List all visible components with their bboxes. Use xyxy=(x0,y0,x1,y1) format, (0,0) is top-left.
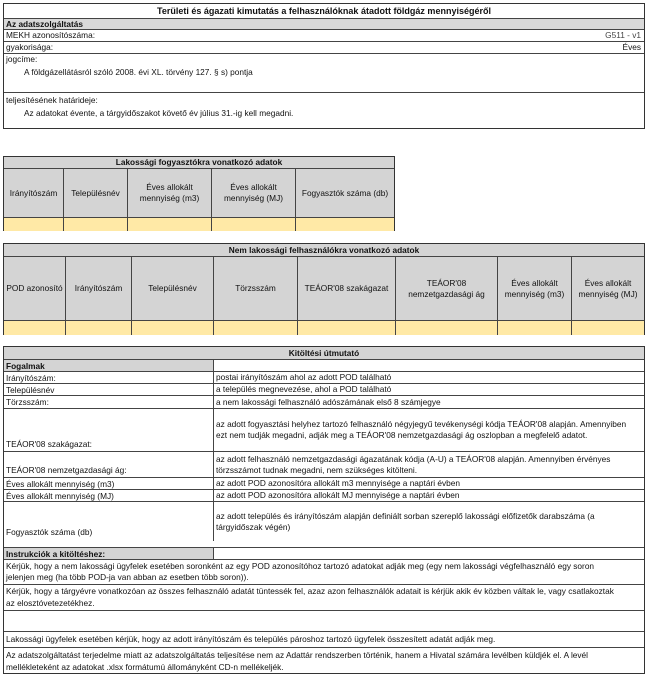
nonresidential-table-title: Nem lakossági felhasználókra vonatkozó adatok xyxy=(228,245,420,255)
instruction-line: Kérjük, hogy a tárgyévre vonatkozóan az összes felhasználó adatát tüntessék fel, azaz azon felhasználók adatait is kérjük akik év közben váltak le, vagy csatlakoztak xyxy=(6,586,614,596)
input-cell[interactable] xyxy=(396,321,498,335)
col-header: Irányítószám xyxy=(66,257,132,320)
col-header: TEÁOR'08 szakágazat xyxy=(298,257,396,320)
input-cell[interactable] xyxy=(128,218,212,231)
guide-row xyxy=(4,383,644,395)
frequency-row xyxy=(4,41,644,52)
nonresidential-column-headers xyxy=(4,256,644,320)
guide-def: az adott POD azonosítóra allokált m3 mennyisége a naptári évben xyxy=(216,478,460,488)
guide-def-line: tárgyidőszak végén) xyxy=(216,521,291,532)
nonresidential-input-row[interactable] xyxy=(4,320,644,335)
instruction-item xyxy=(4,584,644,610)
residential-table-title: Lakossági fogyasztókra vonatkozó adatok xyxy=(115,157,283,167)
guide-box xyxy=(3,346,645,674)
col-header: Településnév xyxy=(132,257,214,320)
instruction-spacer xyxy=(4,610,644,631)
col-header: Éves allokált mennyiség (MJ) xyxy=(578,277,638,299)
guide-term: Fogyasztók száma (db) xyxy=(6,527,93,537)
input-cell[interactable] xyxy=(214,321,298,335)
mekh-value: G511 - v1 xyxy=(605,30,641,40)
guide-header xyxy=(4,347,644,359)
guide-term: Törzsszám: xyxy=(6,397,49,407)
guide-term: Településnév xyxy=(6,384,55,395)
guide-row xyxy=(4,501,644,541)
guide-def: a nem lakossági felhasználó adószámának első 8 számjegye xyxy=(216,396,441,407)
guide-term: Éves allokált mennyiség (m3) xyxy=(6,478,115,489)
col-header: Irányítószám xyxy=(4,169,64,217)
input-cell[interactable] xyxy=(66,321,132,335)
guide-def-line: ezt nem tudják megadni, adják meg a TEÁOR'08 nemzetgazdasági ág oszlopban a megfelelő adatot. xyxy=(216,430,588,440)
frequency-value: Éves xyxy=(622,42,641,52)
instruction-item xyxy=(4,559,644,584)
nonresidential-table-header xyxy=(4,244,644,256)
input-cell[interactable] xyxy=(132,321,214,335)
input-cell[interactable] xyxy=(64,218,128,231)
input-cell[interactable] xyxy=(212,218,296,231)
guide-def: a település megnevezése, ahol a POD található xyxy=(216,384,392,394)
guide-def: postai irányítószám ahol az adott POD található xyxy=(216,372,392,382)
guide-term: Éves allokált mennyiség (MJ) xyxy=(6,490,114,501)
col-header: Településnév xyxy=(64,169,128,217)
input-cell[interactable] xyxy=(572,321,644,335)
guide-def-line: az adott település és irányítószám alapján definiált sorban szereplő lakossági előfizetők darabszáma (a xyxy=(216,510,595,521)
guide-def-line: törzsszámot tudnak megadni, nem szükséges kitölteni. xyxy=(216,464,418,475)
deadline-value: Az adatokat évente, a tárgyidőszakot követő év július 31.-ig kell megadni. xyxy=(24,108,294,118)
input-cell[interactable] xyxy=(298,321,396,335)
residential-input-row[interactable] xyxy=(4,217,394,231)
guide-row xyxy=(4,477,644,489)
instruction-item xyxy=(4,631,644,647)
document-title: Területi és ágazati kimutatás a felhasználóknak átadott földgáz mennyiségéről xyxy=(157,6,491,16)
legal-basis-value: A földgázellátásról szóló 2008. évi XL. törvény 127. § s) pontja xyxy=(24,67,253,77)
guide-row xyxy=(4,395,644,408)
info-box xyxy=(3,3,645,129)
instruction-line: mellékleteként az adatokat .xlsx formátumú állományként CD-n mellékeljék. xyxy=(6,662,284,672)
residential-table xyxy=(3,156,395,231)
mekh-row xyxy=(4,29,644,40)
instruction-line: Kérjük, hogy a nem lakossági ügyfelek esetében soronként az egy POD azonosítóhoz tartozó adatokat adják meg (egy nem lakossági végfelhasználó egy soron xyxy=(6,561,595,571)
instruction-line: az elosztóvetezetékhez. xyxy=(6,598,95,608)
guide-row xyxy=(4,489,644,501)
col-header: POD azonosító xyxy=(4,257,66,320)
info-section-title: Az adatszolgáltatás xyxy=(6,19,83,29)
guide-term: Irányítószám: xyxy=(6,372,56,383)
instruction-line: Lakossági ügyfelek esetében kérjük, hogy az adott irányítószám és település pároshoz tartozó ügyfelek összesített adatát adják meg. xyxy=(6,634,496,644)
legal-basis-label: jogcíme: xyxy=(6,54,38,64)
deadline-row xyxy=(4,92,644,130)
guide-term: TEÁOR'08 nemzetgazdasági ág: xyxy=(6,465,127,475)
mekh-label: MEKH azonosítószáma: xyxy=(6,30,95,40)
info-section-header xyxy=(4,18,644,29)
residential-column-headers xyxy=(4,168,394,217)
concepts-row xyxy=(4,359,644,371)
input-cell[interactable] xyxy=(4,321,66,335)
col-header: TEÁOR'08 nemzetgazdasági ág xyxy=(396,257,498,320)
col-header: Törzsszám xyxy=(214,257,298,320)
guide-def-line: az adott felhasználó nemzetgazdasági ágazatának kódja (A-U) a TEÁOR'08 alapján. Amennyiben érvényes xyxy=(216,453,611,464)
instructions-header-row xyxy=(4,547,644,559)
nonresidential-table xyxy=(3,243,645,335)
instruction-item xyxy=(4,647,644,674)
residential-table-header xyxy=(4,157,394,168)
col-header: Éves allokált mennyiség (MJ) xyxy=(212,169,296,217)
guide-def-line: az adott fogyasztási helyhez tartozó felhasználó négyjegyű tevékenységi kódja TEÁOR'08 alapján. Amennyiben xyxy=(216,419,627,429)
guide-title: Kitöltési útmutató xyxy=(288,348,360,358)
instruction-line: Az adatszolgáltatást terjedelme miatt az adatszolgáltatás teljesítése nem az Adattár rendszerben történik, hanem a Hivatal számára levélben küldjék el. A levél xyxy=(6,650,589,660)
col-header: Fogyasztók száma (db) xyxy=(301,187,389,198)
input-cell[interactable] xyxy=(4,218,64,231)
guide-def: az adott POD azonosítóra allokált MJ mennyisége a naptári évben xyxy=(216,490,460,500)
col-header: Éves allokált mennyiség (m3) xyxy=(128,169,212,217)
guide-term: TEÁOR'08 szakágazat: xyxy=(6,439,92,449)
guide-row xyxy=(4,371,644,383)
instruction-line: jelenjen meg (ha több POD-ja van abban az esetben több soron)). xyxy=(6,572,249,582)
concepts-label: Fogalmak xyxy=(6,360,45,371)
col-header: Éves allokált mennyiség (m3) xyxy=(498,257,572,320)
input-cell[interactable] xyxy=(498,321,572,335)
deadline-label: teljesítésének határideje: xyxy=(6,95,98,105)
input-cell[interactable] xyxy=(296,218,394,231)
instructions-label: Instrukciók a kitöltéshez: xyxy=(6,548,106,559)
legal-basis-row xyxy=(4,53,644,81)
frequency-label: gyakorisága: xyxy=(6,42,54,52)
guide-row xyxy=(4,408,644,451)
guide-row xyxy=(4,451,644,477)
